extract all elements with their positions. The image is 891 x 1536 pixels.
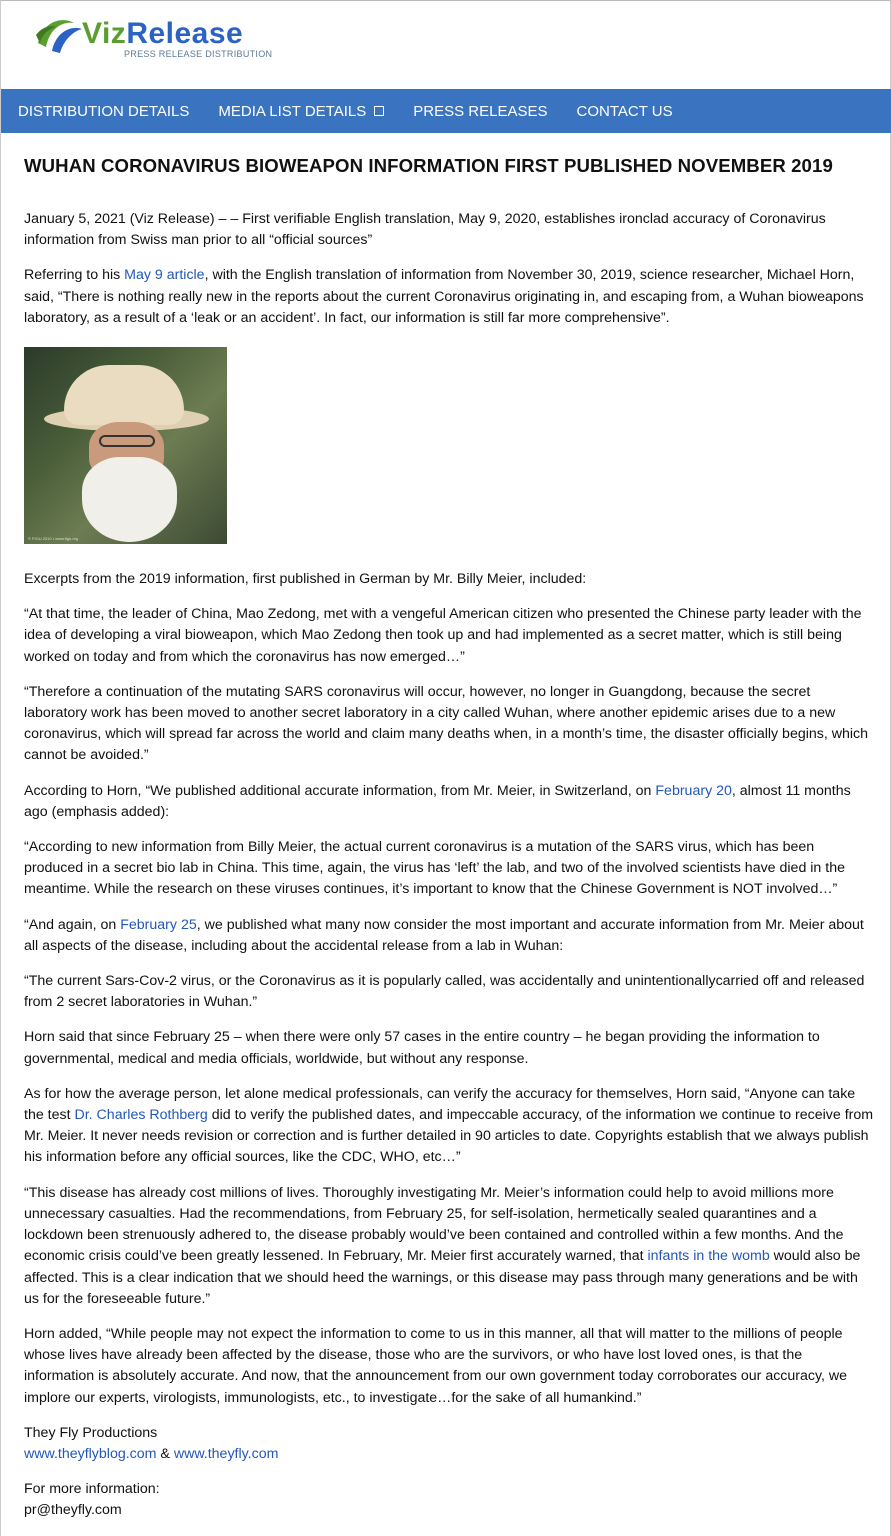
nav-press-releases[interactable]: PRESS RELEASES [413,102,548,120]
main-navigation [1,89,891,133]
paragraph: “This disease has already cost millions of lives. Thoroughly investigating Mr. Meier’s information could help to avoid millions more unnecessary casualties. Had the recommendations, from February 25, for self-isolation, hermetically sealed quarantines and a lockdown been strenuously adhered to, the disease probably would’ve been contained and controlled within a few months. And the economic crisis could’ve been greatly lessened. In February, Mr. Meier first accurately warned, that infants in the womb would also be affected. This is a clear indication that we should heed the warnings, or this disease may pass through many generations and be with us for the foreseeable future.” [24,1184,861,1307]
paragraph: “At that time, the leader of China, Mao Zedong, met with a vengeful American citizen who presented the Chinese party leader with the idea of developing a viral bioweapon, which Mao Zedong then took up and had implemented as a secret matter, which is still being worked on today and from which the coronavirus has now emerged…” [24,606,862,665]
nav-media-list-details[interactable]: MEDIA LIST DETAILS [218,103,384,120]
article-content [24,133,874,1522]
february-25-link[interactable]: February 25 [120,916,197,933]
paragraph: According to Horn, “We published additional accurate information, from Mr. Meier, in Switzerland, on February 20, almost 11 months ago (emphasis added): [24,782,851,820]
paragraph: “According to new information from Billy Meier, the actual current coronavirus is a mutation of the SARS virus, which has been produced in a secret bio lab in China. This time, again, the virus has ‘left’ the lab, and two of the involved scientists have died in the meantime. While the research on these viruses continues, it’s important to know that the Chinese Government is NOT involved…” [24,839,845,898]
paragraph: “Therefore a continuation of the mutating SARS coronavirus will occur, however, no longer in Guangdong, because the secret laboratory work has been moved to another secret laboratory in a city called Wuhan, where another epidemic arises due to a new coronavirus, which will spread far across the world and claim many deaths when, in a month’s time, the disaster officially begins, which cannot be avoided.” [24,683,869,764]
logo-tagline: PRESS RELEASE DISTRIBUTION [124,49,273,59]
theyfly-link[interactable]: www.theyfly.com [173,1445,279,1462]
article-lead: January 5, 2021 (Viz Release) – – First verifiable English translation, May 9, 2020, establishes ironclad accuracy of Coronavirus information from Swiss man prior to all “official sources” [24,211,826,249]
contact-label: For more information: [24,1481,160,1498]
charles-rothberg-link[interactable]: Dr. Charles Rothberg [74,1107,208,1124]
signature-org: They Fly Productions [24,1424,158,1441]
paragraph: “And again, on February 25, we published what many now consider the most important and accurate information from Mr. Meier about all aspects of the disease, including about the accidental release from a lab in Wuhan: [24,916,864,954]
logo-wordmark: VizRelease [82,17,244,50]
paragraph: Horn said that since February 25 – when there were only 57 cases in the entire country – he began providing the information to governmental, medical and media officials, worldwide, but without any response. [24,1029,820,1067]
article-photo [24,347,227,544]
square-box-icon [374,106,384,116]
nav-contact-us[interactable]: CONTACT US [576,102,673,120]
article-title: WUHAN CORONAVIRUS BIOWEAPON INFORMATION FIRST PUBLISHED NOVEMBER 2019 [24,155,833,176]
vizrelease-logo[interactable] [34,11,274,63]
theyflyblog-link[interactable]: www.theyflyblog.com [24,1445,157,1462]
february-20-link[interactable]: February 20 [655,782,732,799]
infants-in-the-womb-link[interactable]: infants in the womb [647,1248,770,1265]
paragraph: Horn added, “While people may not expect the information to come to us in this manner, all that will matter to the millions of people whose lives have already been affected by the disease, those who are the survivors, or who have lost loved ones, is that the information is absolutely accurate. And now, that the announcement from our own government today corroborates our accuracy, we implore our experts, virologists, immunologists, etc., to investigate…for the sake of all humankind.” [24,1325,848,1406]
paragraph: Excerpts from the 2019 information, first published in German by Mr. Billy Meier, included: [24,571,587,588]
paragraph: “The current Sars-Cov-2 virus, or the Coronavirus as it is popularly called, was accidentally and unintentionallycarried off and released from 2 secret laboratories in Wuhan.” [24,973,865,1011]
paragraph: As for how the average person, let alone medical professionals, can verify the accuracy for themselves, Horn said, “Anyone can take the test Dr. Charles Rothberg did to verify the published dates, and impeccable accuracy, of the information we continue to receive from Mr. Meier. It never needs revision or correction and is further detailed in 90 articles to date. Copyrights establish that we always publish his information before any official sources, like the CDC, WHO, etc…” [24,1085,874,1166]
nav-distribution-details[interactable]: DISTRIBUTION DETAILS [18,102,190,120]
paragraph: Referring to his May 9 article, with the English translation of information from November 30, 2019, science researcher, Michael Horn, said, “There is nothing really new in the reports about the current Coronavirus originating in, and escaping from, a Wuhan bioweapons laboratory, as a result of a ‘leak or an accident’. In fact, our information is still far more comprehensive”. [24,267,864,326]
swirl-logo-icon [34,13,84,57]
may-9-article-link[interactable]: May 9 article [124,267,205,284]
contact-email: pr@theyfly.com [24,1502,122,1519]
signature-links: www.theyflyblog.com & www.theyfly.com [24,1445,279,1462]
site-header [1,1,890,89]
photo-credit: © FIGU 2010 • www.figu.org [28,536,79,542]
